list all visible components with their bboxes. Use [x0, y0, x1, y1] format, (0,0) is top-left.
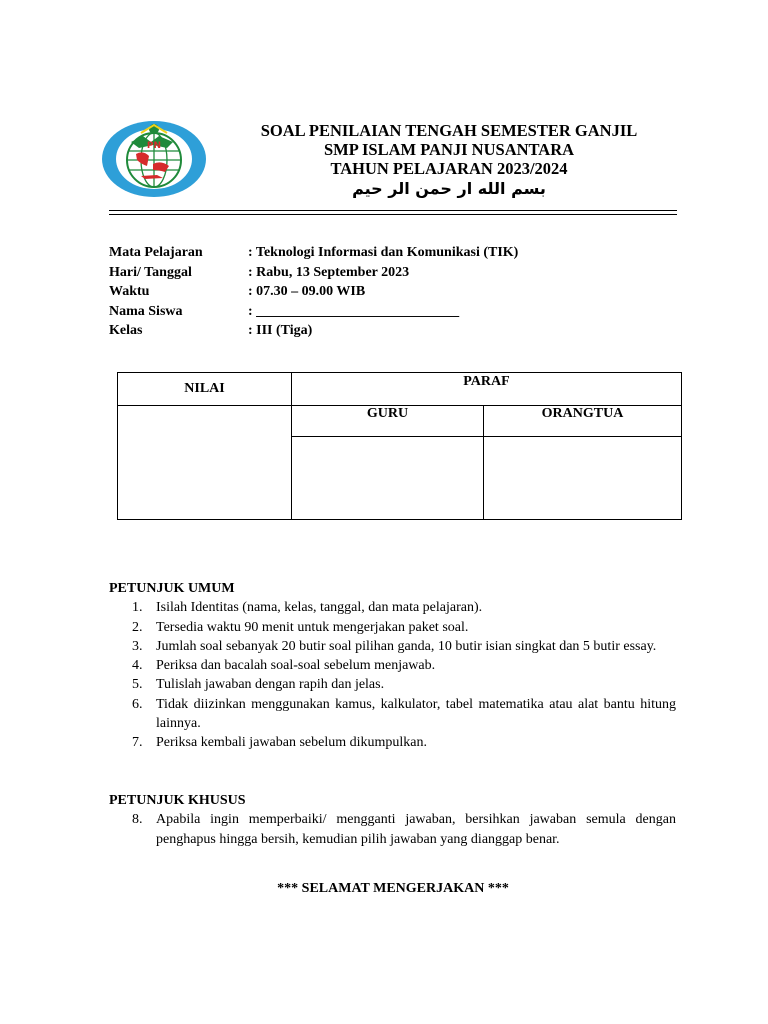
- list-text: Tulislah jawaban dengan rapih dan jelas.: [156, 677, 385, 693]
- school-name: SMP ISLAM PANJI NUSANTARA: [323, 140, 575, 159]
- list-item: [109, 733, 676, 752]
- orangtua-header: ORANGTUA: [484, 406, 682, 437]
- general-instructions-heading: PETUNJUK UMUM: [109, 581, 235, 596]
- list-item: [109, 695, 676, 734]
- paraf-header: PARAF: [292, 373, 682, 406]
- list-text: Jumlah soal sebanyak 20 butir soal pilihan ganda, 10 butir isian singkat dan 5 butir essay.: [156, 638, 657, 654]
- header-divider-top: [109, 210, 677, 211]
- exam-title: SOAL PENILAIAN TENGAH SEMESTER GANJIL: [260, 121, 638, 140]
- list-item: [109, 810, 676, 849]
- general-instructions-list: [109, 598, 676, 752]
- list-item: [109, 637, 676, 656]
- basmala: بسم الله ار حمن الر حيم: [352, 179, 546, 198]
- list-number: 5.: [132, 677, 143, 693]
- list-number: 8.: [132, 812, 143, 828]
- academic-year: TAHUN PELAJARAN 2023/2024: [330, 159, 568, 178]
- list-number: 6.: [132, 696, 143, 712]
- general-instructions: [109, 579, 676, 753]
- guru-header: GURU: [292, 406, 484, 437]
- list-number: 1.: [132, 600, 143, 616]
- identity-value: : Teknologi Informasi dan Komunikasi (TIK): [248, 245, 519, 260]
- list-number: 4.: [132, 658, 143, 674]
- identity-label: Mata Pelajaran: [109, 245, 203, 260]
- svg-text:PN: PN: [146, 141, 162, 151]
- list-text: Tersedia waktu 90 menit untuk mengerjakan paket soal.: [156, 619, 469, 635]
- list-text: Apabila ingin memperbaiki/ mengganti jawaban, bersihkan jawaban semula dengan penghapus hingga bersih, kemudian pilih jawaban yang dianggap benar.: [156, 812, 676, 847]
- identity-label: Hari/ Tanggal: [109, 264, 192, 280]
- header-divider-bottom: [109, 214, 677, 215]
- guru-signature-box[interactable]: [292, 437, 484, 520]
- list-item: [109, 598, 676, 617]
- identity-label: Waktu: [109, 284, 150, 299]
- nilai-box[interactable]: [118, 406, 292, 520]
- school-logo-icon: [101, 120, 207, 198]
- list-text: Periksa kembali jawaban sebelum dikumpulkan.: [156, 735, 427, 751]
- list-item: [109, 675, 676, 694]
- nilai-header: NILAI: [118, 373, 292, 406]
- identity-label: Kelas: [109, 323, 143, 338]
- identity-label: Nama Siswa: [109, 303, 183, 319]
- score-signature-table: [117, 372, 682, 520]
- list-number: 3.: [132, 638, 143, 654]
- identity-value: : 07.30 – 09.00 WIB: [248, 284, 366, 299]
- identity-value: : III (Tiga): [248, 323, 313, 338]
- list-number: 2.: [132, 619, 143, 635]
- special-instructions-list: [109, 810, 676, 849]
- list-item: [109, 656, 676, 675]
- orangtua-signature-box[interactable]: [484, 437, 682, 520]
- list-item: [109, 618, 676, 637]
- identity-value: : Rabu, 13 September 2023: [248, 264, 410, 280]
- document-header: [224, 121, 674, 199]
- list-number: 7.: [132, 735, 143, 751]
- student-name-blank[interactable]: : _____________________________: [248, 303, 460, 319]
- list-text: Periksa dan bacalah soal-soal sebelum menjawab.: [156, 658, 436, 674]
- closing-message: *** SELAMAT MENGERJAKAN ***: [277, 881, 509, 896]
- list-text: Isilah Identitas (nama, kelas, tanggal, dan mata pelajaran).: [156, 600, 483, 616]
- special-instructions-heading: PETUNJUK KHUSUS: [109, 793, 246, 808]
- list-text: Tidak diizinkan menggunakan kamus, kalkulator, tabel matematika atau alat bantu hitung lainnya.: [156, 696, 676, 732]
- school-logo: [101, 120, 207, 198]
- special-instructions: [109, 791, 676, 849]
